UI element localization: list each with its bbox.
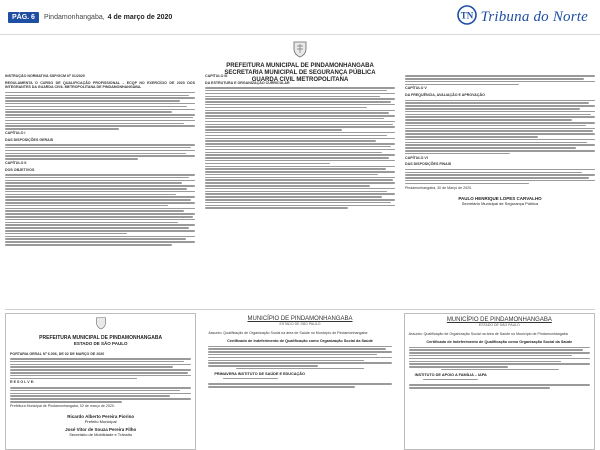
column-right (405, 74, 595, 307)
municipio-title: MUNICÍPIO DE PINDAMONHANGABA (446, 317, 552, 323)
text-line (205, 138, 395, 140)
text-line (205, 205, 395, 207)
text-block (5, 144, 195, 159)
signer-role: Secretário Municipal de Segurança Pública (461, 201, 539, 207)
text-block (405, 100, 595, 155)
text-line (5, 202, 195, 204)
text-line (5, 155, 195, 157)
text-line (236, 368, 364, 370)
text-line (405, 136, 538, 138)
portaria-signature-2 (10, 427, 191, 437)
text-line (223, 378, 278, 380)
text-line (205, 179, 393, 181)
text-line (409, 347, 590, 349)
text-line (5, 191, 195, 193)
text-line (5, 185, 195, 187)
text-line (205, 157, 389, 159)
text-line (405, 108, 580, 110)
text-line (405, 102, 589, 104)
municipio-subtitle: ESTADO DE SÃO PAULO (478, 323, 520, 327)
text-line (405, 172, 582, 174)
text-line (405, 119, 572, 121)
text-line (5, 188, 187, 190)
saude-1-assunto: Assunto: Qualificação de Organização Social na área de Saúde no Município de Pindamonhangaba (208, 331, 368, 335)
closing-date: Pindamonhangaba, 30 de Março de 2020. (405, 185, 473, 190)
text-line (5, 222, 178, 224)
portaria-body (10, 352, 191, 438)
chapter-1: CAPÍTULO I (5, 130, 26, 135)
text-line (5, 194, 176, 196)
chapter-3-sub: DA ESTRUTURA E ORGANIZAÇÃO CURRICULAR (205, 80, 290, 85)
column-left (5, 74, 195, 307)
portaria-role-2: Secretário de Mobilidade e Trânsito (69, 432, 133, 438)
text-line (5, 227, 189, 229)
header-city: Pindamonhangaba, (43, 13, 105, 21)
text-line (10, 372, 188, 374)
text-line (205, 132, 395, 134)
tn-logo-icon (457, 5, 477, 30)
text-line (205, 196, 382, 198)
text-line (409, 349, 583, 351)
text-line (5, 97, 195, 99)
text-line (5, 196, 195, 198)
text-line (208, 346, 391, 348)
text-line (205, 90, 387, 92)
text-line (5, 182, 182, 184)
text-line (405, 125, 586, 127)
text-line (5, 103, 195, 105)
text-line (5, 114, 195, 116)
saude-2-body (409, 332, 590, 389)
brand-logo[interactable] (457, 5, 588, 30)
svg-text:TN: TN (460, 10, 473, 20)
column-middle (205, 74, 395, 307)
text-line (208, 386, 355, 388)
section-divider (5, 309, 595, 310)
text-line (10, 395, 170, 397)
text-line (5, 111, 172, 113)
text-line (205, 121, 395, 123)
text-line (409, 363, 590, 365)
portaria-signer-1: Ricardo Alberto Pereira Piorino (67, 414, 135, 420)
page-header (0, 0, 600, 35)
chapter-1-sub: DAS DISPOSIÇÕES GERAIS (5, 137, 54, 142)
text-line (405, 78, 584, 80)
text-line (10, 358, 191, 360)
text-line (405, 180, 595, 182)
text-line (409, 384, 590, 386)
text-line (208, 348, 386, 350)
text-line (423, 379, 477, 381)
text-line (205, 149, 395, 151)
text-line (405, 111, 595, 113)
text-line (405, 128, 595, 130)
publication-saude-2 (404, 313, 595, 450)
chapter-2: CAPÍTULO II (5, 160, 27, 165)
text-line (5, 177, 189, 179)
text-line (409, 366, 509, 368)
text-line (10, 378, 137, 380)
text-line (205, 107, 367, 109)
text-line (5, 238, 186, 240)
text-line (405, 147, 576, 149)
text-line (405, 84, 519, 86)
saude-1-entity: PRIMAVERA INSTITUTO DE SAÚDE E EDUCAÇÃO (214, 372, 305, 377)
crest-icon (292, 40, 308, 63)
text-line (405, 133, 595, 135)
text-block (205, 87, 395, 209)
portaria-role-1: Prefeito Municipal (84, 419, 117, 425)
text-line (205, 160, 395, 162)
instruction-intro: REGULAMENTA O CURSO DE QUALIFICAÇÃO PROFISSIONAL – ECQP NO EXERCÍCIO DE 2020 DOS INTEGRANTES DA GUARDA CIVIL METROPOLITANA DE PINDAMONHANGABA. (5, 80, 195, 90)
text-line (5, 205, 168, 207)
portaria-resolve: R E S O L V E: (10, 380, 35, 385)
text-line (5, 213, 195, 215)
text-line (405, 177, 589, 179)
text-line (5, 174, 195, 176)
text-line (205, 146, 391, 148)
text-line (5, 233, 127, 235)
text-line (405, 183, 529, 185)
text-line (205, 118, 384, 120)
text-line (405, 174, 595, 176)
text-line (405, 116, 595, 118)
portaria-title-1: PREFEITURA MUNICIPAL DE PINDAMONHANGABA (39, 335, 163, 341)
text-line (5, 150, 195, 152)
header-date: 4 de março de 2020 (107, 13, 173, 21)
text-line (405, 114, 591, 116)
chapter-6: CAPÍTULO VI (405, 155, 428, 160)
publication-columns (5, 74, 595, 307)
text-line (5, 241, 195, 243)
publication-title-3: GUARDA CIVIL METROPOLITANA (251, 77, 349, 83)
text-line (205, 110, 395, 112)
text-line (5, 125, 195, 127)
text-line (10, 398, 191, 400)
text-line (5, 92, 195, 94)
text-line (5, 153, 186, 155)
saude-1-cert-title: Certificado de Indeferimento de Qualificação como Organização Social da Saúde (227, 338, 373, 343)
signer-name: PAULO HENRIQUE LOPES CARVALHO (458, 196, 542, 202)
text-block (405, 75, 595, 85)
text-line (205, 104, 395, 106)
text-line (405, 144, 595, 146)
text-line (205, 143, 395, 145)
text-line (5, 106, 187, 108)
text-line (205, 163, 330, 165)
text-line (405, 130, 593, 132)
portaria-signature-1 (10, 414, 191, 424)
text-line (5, 230, 195, 232)
text-line (405, 81, 595, 83)
text-line (205, 140, 376, 142)
municipio-title: MUNICÍPIO DE PINDAMONHANGABA (247, 316, 353, 322)
text-line (5, 144, 195, 146)
text-line (205, 152, 382, 154)
text-line (5, 147, 191, 149)
text-line (10, 401, 122, 403)
saude-1-body (208, 331, 391, 388)
text-line (405, 142, 587, 144)
chapter-3: CAPÍTULO III (205, 74, 228, 78)
text-block (405, 169, 595, 184)
chapter-2-sub: DOS OBJETIVOS (5, 167, 35, 172)
text-line (205, 168, 386, 170)
text-line (205, 166, 395, 168)
text-line (5, 216, 193, 218)
text-line (10, 364, 191, 366)
text-line (5, 224, 195, 226)
text-line (205, 185, 370, 187)
lower-publications (5, 313, 595, 450)
saude-2-entity: INSTITUTO DE APOIO A FAMÍLIA – IAPA (414, 373, 487, 378)
text-line (208, 351, 391, 353)
text-line (10, 369, 191, 371)
text-line (405, 105, 595, 107)
text-line (205, 207, 348, 209)
text-line (5, 210, 184, 212)
text-line (405, 75, 595, 77)
text-line (5, 199, 191, 201)
text-line (5, 236, 195, 238)
header-left (8, 12, 172, 23)
text-line (205, 199, 395, 201)
text-line (208, 360, 364, 362)
saude-2-header (405, 317, 594, 327)
publication-portaria (5, 313, 196, 450)
text-line (205, 126, 395, 128)
text-line (208, 365, 318, 367)
chapter-5-sub: DA FREQUÊNCIA, AVALIAÇÃO E APROVAÇÃO (405, 93, 485, 98)
chapter-6-sub: DAS DISPOSIÇÕES FINAIS (405, 162, 452, 167)
chapter-5: CAPÍTULO V (405, 86, 427, 91)
text-line (205, 177, 395, 179)
text-line (5, 158, 138, 160)
publication-guarda-civil (0, 34, 600, 309)
text-line (205, 87, 395, 89)
text-line (405, 153, 510, 155)
text-line (10, 390, 180, 392)
municipio-subtitle: ESTADO DE SÃO PAULO (279, 322, 321, 326)
text-line (441, 369, 559, 371)
text-line (205, 93, 395, 95)
text-block (5, 174, 195, 245)
text-line (5, 244, 172, 246)
saude-2-cert-title: Certificado de Indeferimento de Qualificação como Organização Social da Saúde (426, 339, 573, 344)
text-line (205, 154, 395, 156)
text-line (409, 352, 590, 354)
crest-icon (95, 316, 107, 335)
text-line (409, 355, 572, 357)
portaria-title-2: ESTADO DE SÃO PAULO (73, 341, 128, 346)
text-line (5, 123, 184, 125)
text-line (205, 101, 391, 103)
text-line (205, 124, 393, 126)
publication-title-1: PREFEITURA MUNICIPAL DE PINDAMONHANGABA (226, 63, 374, 69)
text-line (5, 180, 195, 182)
text-line (208, 383, 391, 385)
text-line (205, 174, 378, 176)
publication-saude-1 (204, 313, 395, 450)
text-line (5, 100, 180, 102)
text-line (208, 357, 391, 359)
text-line (205, 135, 387, 137)
text-line (205, 191, 387, 193)
signature-block (405, 196, 595, 206)
text-line (205, 182, 395, 184)
text-line (205, 193, 395, 195)
brand-name: Tribuna do Norte (480, 8, 588, 25)
instruction-heading: INSTRUÇÃO NORMATIVA SSP/GCM Nº 01/2020 (5, 74, 85, 78)
text-line (5, 219, 195, 221)
page-badge: PÁG. 6 (8, 12, 39, 23)
saude-1-header (204, 316, 395, 326)
text-line (208, 362, 391, 364)
text-line (205, 98, 395, 100)
text-line (205, 129, 342, 131)
saude-2-assunto: Assunto: Qualificação de Organização Social na área de Saúde no Município de Pindamonhangaba (408, 332, 568, 336)
text-line (405, 139, 595, 141)
text-line (405, 150, 595, 152)
text-line (205, 96, 380, 98)
text-line (208, 354, 377, 356)
portaria-publish-date: Prefeitura Municipal de Pindamonhangaba, 02 de março de 2020. (10, 403, 115, 408)
text-line (405, 100, 595, 102)
portaria-signer-2: José Vitor de Souza Pereira Filho (65, 427, 137, 433)
text-line (10, 387, 191, 389)
text-line (10, 393, 191, 395)
text-line (5, 109, 195, 111)
text-line (205, 115, 395, 117)
text-line (205, 112, 389, 114)
text-line (205, 188, 395, 190)
publication-title-2: SECRETARIA MUNICIPAL DE SEGURANÇA PÚBLICA (224, 70, 376, 76)
text-line (5, 208, 195, 210)
portaria-header (6, 316, 195, 347)
text-line (205, 202, 391, 204)
text-block (5, 92, 195, 130)
text-line (5, 120, 195, 122)
text-line (10, 361, 184, 363)
text-line (409, 387, 550, 389)
text-line (205, 171, 395, 173)
text-line (409, 361, 561, 363)
text-line (10, 375, 191, 377)
text-line (5, 128, 119, 130)
text-line (405, 122, 595, 124)
portaria-number: PORTARIA GERAL Nº 6.006, DE 02 DE MARÇO DE 2020 (10, 351, 105, 356)
text-line (5, 95, 189, 97)
text-line (409, 358, 590, 360)
text-line (5, 117, 193, 119)
text-line (405, 169, 595, 171)
text-line (10, 366, 173, 368)
